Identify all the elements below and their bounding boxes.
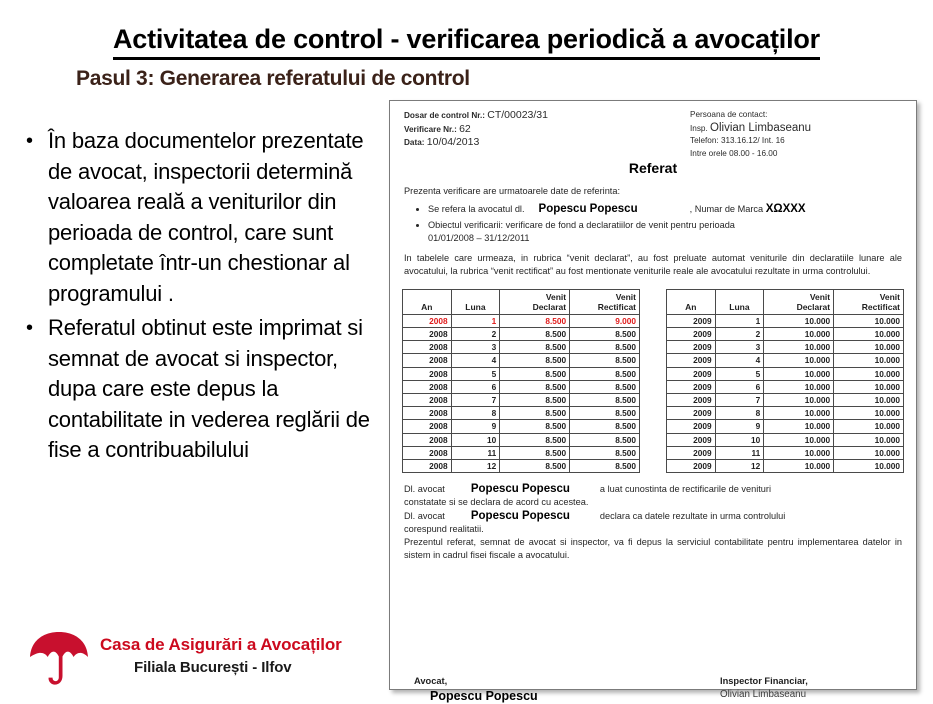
cell-luna: 6 bbox=[451, 380, 500, 393]
data-value: 10/04/2013 bbox=[426, 136, 480, 149]
cell-venit-declarat: 10.000 bbox=[764, 354, 834, 367]
cell-venit-rectificat: 10.000 bbox=[834, 341, 904, 354]
cell-venit-rectificat: 10.000 bbox=[834, 446, 904, 459]
cell-an: 2008 bbox=[403, 367, 452, 380]
document-header bbox=[390, 101, 916, 157]
cell-venit-rectificat: 8.500 bbox=[570, 420, 640, 433]
table-row bbox=[403, 328, 640, 341]
avocat-name-2: Popescu Popescu bbox=[470, 509, 570, 522]
cell-venit-rectificat: 8.500 bbox=[570, 394, 640, 407]
document-footer-text bbox=[390, 473, 916, 562]
cell-luna: 4 bbox=[451, 354, 500, 367]
table-row bbox=[667, 407, 904, 420]
cell-luna: 11 bbox=[451, 446, 500, 459]
cell-luna: 2 bbox=[715, 328, 764, 341]
cell-an: 2008 bbox=[403, 314, 452, 327]
marca-value: XΩXXX bbox=[765, 203, 806, 215]
cell-venit-declarat: 8.500 bbox=[500, 380, 570, 393]
column-header-venit-declarat bbox=[500, 289, 570, 314]
verificare-label: Verificare Nr.: bbox=[404, 124, 457, 134]
table-row bbox=[403, 446, 640, 459]
cell-venit-declarat: 10.000 bbox=[764, 446, 834, 459]
footer-line-3 bbox=[404, 510, 902, 523]
cell-venit-declarat: 10.000 bbox=[764, 420, 834, 433]
cell-venit-rectificat: 10.000 bbox=[834, 354, 904, 367]
cell-venit-rectificat: 8.500 bbox=[570, 407, 640, 420]
table-row bbox=[667, 394, 904, 407]
intro-text: Prezenta verificare are urmatoarele date de referinta: bbox=[404, 186, 621, 196]
cell-venit-rectificat: 10.000 bbox=[834, 394, 904, 407]
table-row bbox=[403, 407, 640, 420]
cell-an: 2009 bbox=[667, 354, 716, 367]
list-item bbox=[26, 313, 378, 466]
table-row bbox=[667, 460, 904, 473]
column-header-luna: Luna bbox=[715, 289, 764, 314]
cell-luna: 10 bbox=[715, 433, 764, 446]
cell-luna: 9 bbox=[715, 420, 764, 433]
vd-line2: Declarat bbox=[532, 301, 567, 312]
venit-tables bbox=[390, 289, 916, 473]
document-title: Referat bbox=[628, 160, 678, 176]
list-item bbox=[428, 203, 902, 216]
cell-an: 2008 bbox=[403, 460, 452, 473]
venit-table-2008 bbox=[402, 289, 640, 473]
cell-an: 2009 bbox=[667, 394, 716, 407]
cell-an: 2008 bbox=[403, 420, 452, 433]
cell-luna: 12 bbox=[451, 460, 500, 473]
table-row bbox=[403, 420, 640, 433]
dosar-label: Dosar de control Nr.: bbox=[404, 111, 485, 120]
table-row bbox=[667, 446, 904, 459]
referat-document-preview bbox=[389, 100, 917, 703]
column-header-an: An bbox=[403, 289, 452, 314]
cell-venit-rectificat: 10.000 bbox=[834, 380, 904, 393]
verificare-line bbox=[404, 123, 548, 137]
footer-suffix-2: declara ca datele rezultate in urma controlului bbox=[599, 510, 786, 521]
cell-an: 2009 bbox=[667, 446, 716, 459]
list-item bbox=[26, 126, 378, 309]
table-row bbox=[667, 420, 904, 433]
signature-avocat-label: Avocat, bbox=[414, 676, 448, 686]
list-item bbox=[428, 219, 902, 245]
cell-luna: 5 bbox=[715, 367, 764, 380]
cell-venit-rectificat: 8.500 bbox=[570, 433, 640, 446]
cell-an: 2009 bbox=[667, 341, 716, 354]
signature-inspector-name: Olivian Limbaseanu bbox=[720, 689, 807, 700]
cell-venit-rectificat: 10.000 bbox=[834, 407, 904, 420]
cell-an: 2009 bbox=[667, 433, 716, 446]
explanation-paragraph: In tabelele care urmeaza, in rubrica “venit declarat”, au fost preluate automat veniturile din declaratiile lunare ale avocatului, la rubrica “venit rectificat” au fost mentionate veniturile reale ale avocatului rezultate in urma controlului. bbox=[404, 253, 902, 277]
cell-venit-rectificat: 10.000 bbox=[834, 328, 904, 341]
cell-venit-declarat: 8.500 bbox=[500, 341, 570, 354]
table-row bbox=[403, 380, 640, 393]
cell-luna: 6 bbox=[715, 380, 764, 393]
cell-luna: 5 bbox=[451, 367, 500, 380]
avocat-prefix: Se refera la avocatul dl. bbox=[428, 204, 525, 214]
cell-venit-declarat: 10.000 bbox=[764, 394, 834, 407]
data-line bbox=[404, 136, 548, 150]
logo-title: Casa de Asigurări a Avocaților bbox=[100, 635, 342, 654]
cell-venit-rectificat: 8.500 bbox=[570, 460, 640, 473]
cell-venit-declarat: 10.000 bbox=[764, 380, 834, 393]
document-body bbox=[390, 185, 916, 279]
cell-venit-declarat: 10.000 bbox=[764, 460, 834, 473]
cell-venit-rectificat: 10.000 bbox=[834, 433, 904, 446]
cell-an: 2009 bbox=[667, 407, 716, 420]
cell-venit-rectificat: 9.000 bbox=[570, 314, 640, 327]
cell-venit-declarat: 8.500 bbox=[500, 446, 570, 459]
cell-luna: 8 bbox=[715, 407, 764, 420]
cell-an: 2008 bbox=[403, 446, 452, 459]
table-row bbox=[667, 380, 904, 393]
footer-line-5: Prezentul referat, semnat de avocat si inspector, va fi depus la serviciul contabilitate pentru implementarea datelor in sistem in cadrul fisei fiscale a avocatului. bbox=[404, 537, 902, 561]
umbrella-icon bbox=[28, 630, 92, 688]
cell-venit-rectificat: 10.000 bbox=[834, 367, 904, 380]
footer-line-2: constatate si se declara de acord cu acestea. bbox=[404, 497, 589, 508]
cell-an: 2008 bbox=[403, 354, 452, 367]
marca-suffix: , Numar de Marca bbox=[689, 204, 764, 214]
cell-venit-declarat: 8.500 bbox=[500, 460, 570, 473]
cell-venit-declarat: 8.500 bbox=[500, 407, 570, 420]
list-item-text: Referatul obtinut este imprimat si semnat de avocat si inspector, dupa care este depus la contabilitate in vederea reglării de fise a contribuabilului bbox=[48, 315, 370, 462]
table-row bbox=[667, 354, 904, 367]
table-row bbox=[403, 314, 640, 327]
cell-venit-declarat: 8.500 bbox=[500, 314, 570, 327]
table-row bbox=[403, 354, 640, 367]
cell-venit-declarat: 10.000 bbox=[764, 341, 834, 354]
table-row bbox=[403, 394, 640, 407]
cell-venit-declarat: 10.000 bbox=[764, 314, 834, 327]
table-row bbox=[403, 341, 640, 354]
column-header-venit-rectificat bbox=[570, 289, 640, 314]
table-body-left bbox=[403, 314, 640, 472]
cell-an: 2009 bbox=[667, 328, 716, 341]
column-header-an: An bbox=[667, 289, 716, 314]
table-row bbox=[667, 433, 904, 446]
cell-venit-rectificat: 8.500 bbox=[570, 446, 640, 459]
cell-an: 2009 bbox=[667, 380, 716, 393]
table-body-right bbox=[667, 314, 904, 472]
signature-inspector-label: Inspector Financiar, bbox=[720, 676, 808, 686]
cell-luna: 1 bbox=[451, 314, 500, 327]
cell-venit-rectificat: 8.500 bbox=[570, 328, 640, 341]
table-row bbox=[403, 460, 640, 473]
cell-venit-rectificat: 8.500 bbox=[570, 367, 640, 380]
dosar-value: CT/00023/31 bbox=[487, 109, 548, 121]
phone-line: Telefon: 313.16.12/ Int. 16 bbox=[690, 136, 785, 146]
cell-luna: 2 bbox=[451, 328, 500, 341]
cell-venit-declarat: 8.500 bbox=[500, 394, 570, 407]
cell-luna: 9 bbox=[451, 420, 500, 433]
table-row bbox=[667, 314, 904, 327]
hours-line: Intre orele 08.00 - 16.00 bbox=[690, 148, 778, 158]
cell-an: 2009 bbox=[667, 420, 716, 433]
cell-luna: 1 bbox=[715, 314, 764, 327]
cell-luna: 7 bbox=[715, 394, 764, 407]
logo-subtitle: Filiala București - Ilfov bbox=[134, 659, 292, 676]
column-header-venit-rectificat bbox=[834, 289, 904, 314]
cell-venit-declarat: 8.500 bbox=[500, 433, 570, 446]
cell-luna: 12 bbox=[715, 460, 764, 473]
table-header-row bbox=[403, 289, 640, 314]
inspector-name: Olivian Limbaseanu bbox=[710, 121, 812, 134]
cell-venit-declarat: 8.500 bbox=[500, 420, 570, 433]
cell-an: 2008 bbox=[403, 380, 452, 393]
cell-luna: 8 bbox=[451, 407, 500, 420]
cell-luna: 4 bbox=[715, 354, 764, 367]
verificare-value: 62 bbox=[459, 122, 471, 135]
table-row bbox=[403, 433, 640, 446]
signature-inspector bbox=[720, 675, 808, 701]
vd-line1: Venit bbox=[809, 291, 831, 302]
cell-an: 2008 bbox=[403, 328, 452, 341]
cell-venit-declarat: 8.500 bbox=[500, 328, 570, 341]
list-item-text: În baza documentelor prezentate de avocat, inspectorii determină valoarea reală a veniturilor din perioada de control, care sunt completate într-un chestionar al programului . bbox=[48, 128, 364, 306]
dosar-line bbox=[404, 109, 548, 123]
cell-an: 2009 bbox=[667, 314, 716, 327]
document-bullet-list bbox=[404, 203, 902, 245]
document-header-left bbox=[404, 109, 548, 150]
signature-avocat-name: Popescu Popescu bbox=[430, 689, 538, 703]
bullet-list bbox=[26, 126, 378, 470]
avocat-name-1: Popescu Popescu bbox=[470, 483, 570, 496]
vd-line2: Declarat bbox=[796, 301, 831, 312]
table-row bbox=[667, 341, 904, 354]
avocat-label-1: Dl. avocat bbox=[404, 484, 445, 495]
vr-line2: Rectificat bbox=[861, 301, 900, 312]
column-header-venit-declarat bbox=[764, 289, 834, 314]
cell-venit-rectificat: 10.000 bbox=[834, 314, 904, 327]
inspector-prefix: Insp. bbox=[690, 123, 708, 133]
footer-suffix-1: a luat cunostinta de rectificarile de venituri bbox=[599, 484, 772, 495]
cell-venit-declarat: 10.000 bbox=[764, 367, 834, 380]
cell-venit-rectificat: 8.500 bbox=[570, 380, 640, 393]
cell-venit-declarat: 10.000 bbox=[764, 407, 834, 420]
cell-luna: 3 bbox=[451, 341, 500, 354]
data-label: Data: bbox=[404, 138, 425, 148]
cell-venit-declarat: 8.500 bbox=[500, 354, 570, 367]
cell-luna: 3 bbox=[715, 341, 764, 354]
avocat-name: Popescu Popescu bbox=[538, 203, 638, 215]
footer-line-1 bbox=[404, 483, 902, 496]
table-row bbox=[667, 367, 904, 380]
contact-label: Persoana de contact: bbox=[690, 110, 768, 119]
table-header-row bbox=[667, 289, 904, 314]
inspector-line bbox=[690, 122, 811, 136]
cell-venit-rectificat: 10.000 bbox=[834, 420, 904, 433]
obiect-line2: 01/01/2008 – 31/12/2011 bbox=[428, 233, 530, 243]
page-title bbox=[0, 24, 933, 60]
table-row bbox=[667, 328, 904, 341]
cell-luna: 11 bbox=[715, 446, 764, 459]
vr-line1: Venit bbox=[615, 291, 636, 302]
cell-an: 2008 bbox=[403, 433, 452, 446]
organization-logo bbox=[28, 626, 358, 694]
document-header-right bbox=[690, 109, 811, 160]
vd-line1: Venit bbox=[545, 291, 567, 302]
cell-venit-declarat: 8.500 bbox=[500, 367, 570, 380]
page-subtitle: Pasul 3: Generarea referatului de control bbox=[76, 67, 470, 90]
bullet-icon: • bbox=[26, 317, 34, 339]
cell-venit-declarat: 10.000 bbox=[764, 328, 834, 341]
cell-an: 2008 bbox=[403, 341, 452, 354]
cell-an: 2008 bbox=[403, 407, 452, 420]
bullet-icon: • bbox=[26, 130, 34, 152]
cell-venit-rectificat: 8.500 bbox=[570, 341, 640, 354]
avocat-label-2: Dl. avocat bbox=[404, 510, 445, 521]
column-header-luna: Luna bbox=[451, 289, 500, 314]
page-title-text: Activitatea de control - verificarea periodică a avocaților bbox=[113, 24, 820, 60]
cell-an: 2009 bbox=[667, 460, 716, 473]
vr-line1: Venit bbox=[879, 291, 900, 302]
cell-an: 2008 bbox=[403, 394, 452, 407]
vr-line2: Rectificat bbox=[597, 301, 636, 312]
cell-venit-rectificat: 10.000 bbox=[834, 460, 904, 473]
cell-luna: 7 bbox=[451, 394, 500, 407]
cell-luna: 10 bbox=[451, 433, 500, 446]
obiect-line1: Obiectul verificarii: verificare de fond a declaratiilor de venit pentru perioada bbox=[428, 220, 735, 230]
venit-table-2009 bbox=[666, 289, 904, 473]
footer-line-4: corespund realitatii. bbox=[404, 523, 484, 534]
cell-venit-rectificat: 8.500 bbox=[570, 354, 640, 367]
table-row bbox=[403, 367, 640, 380]
cell-venit-declarat: 10.000 bbox=[764, 433, 834, 446]
cell-an: 2009 bbox=[667, 367, 716, 380]
